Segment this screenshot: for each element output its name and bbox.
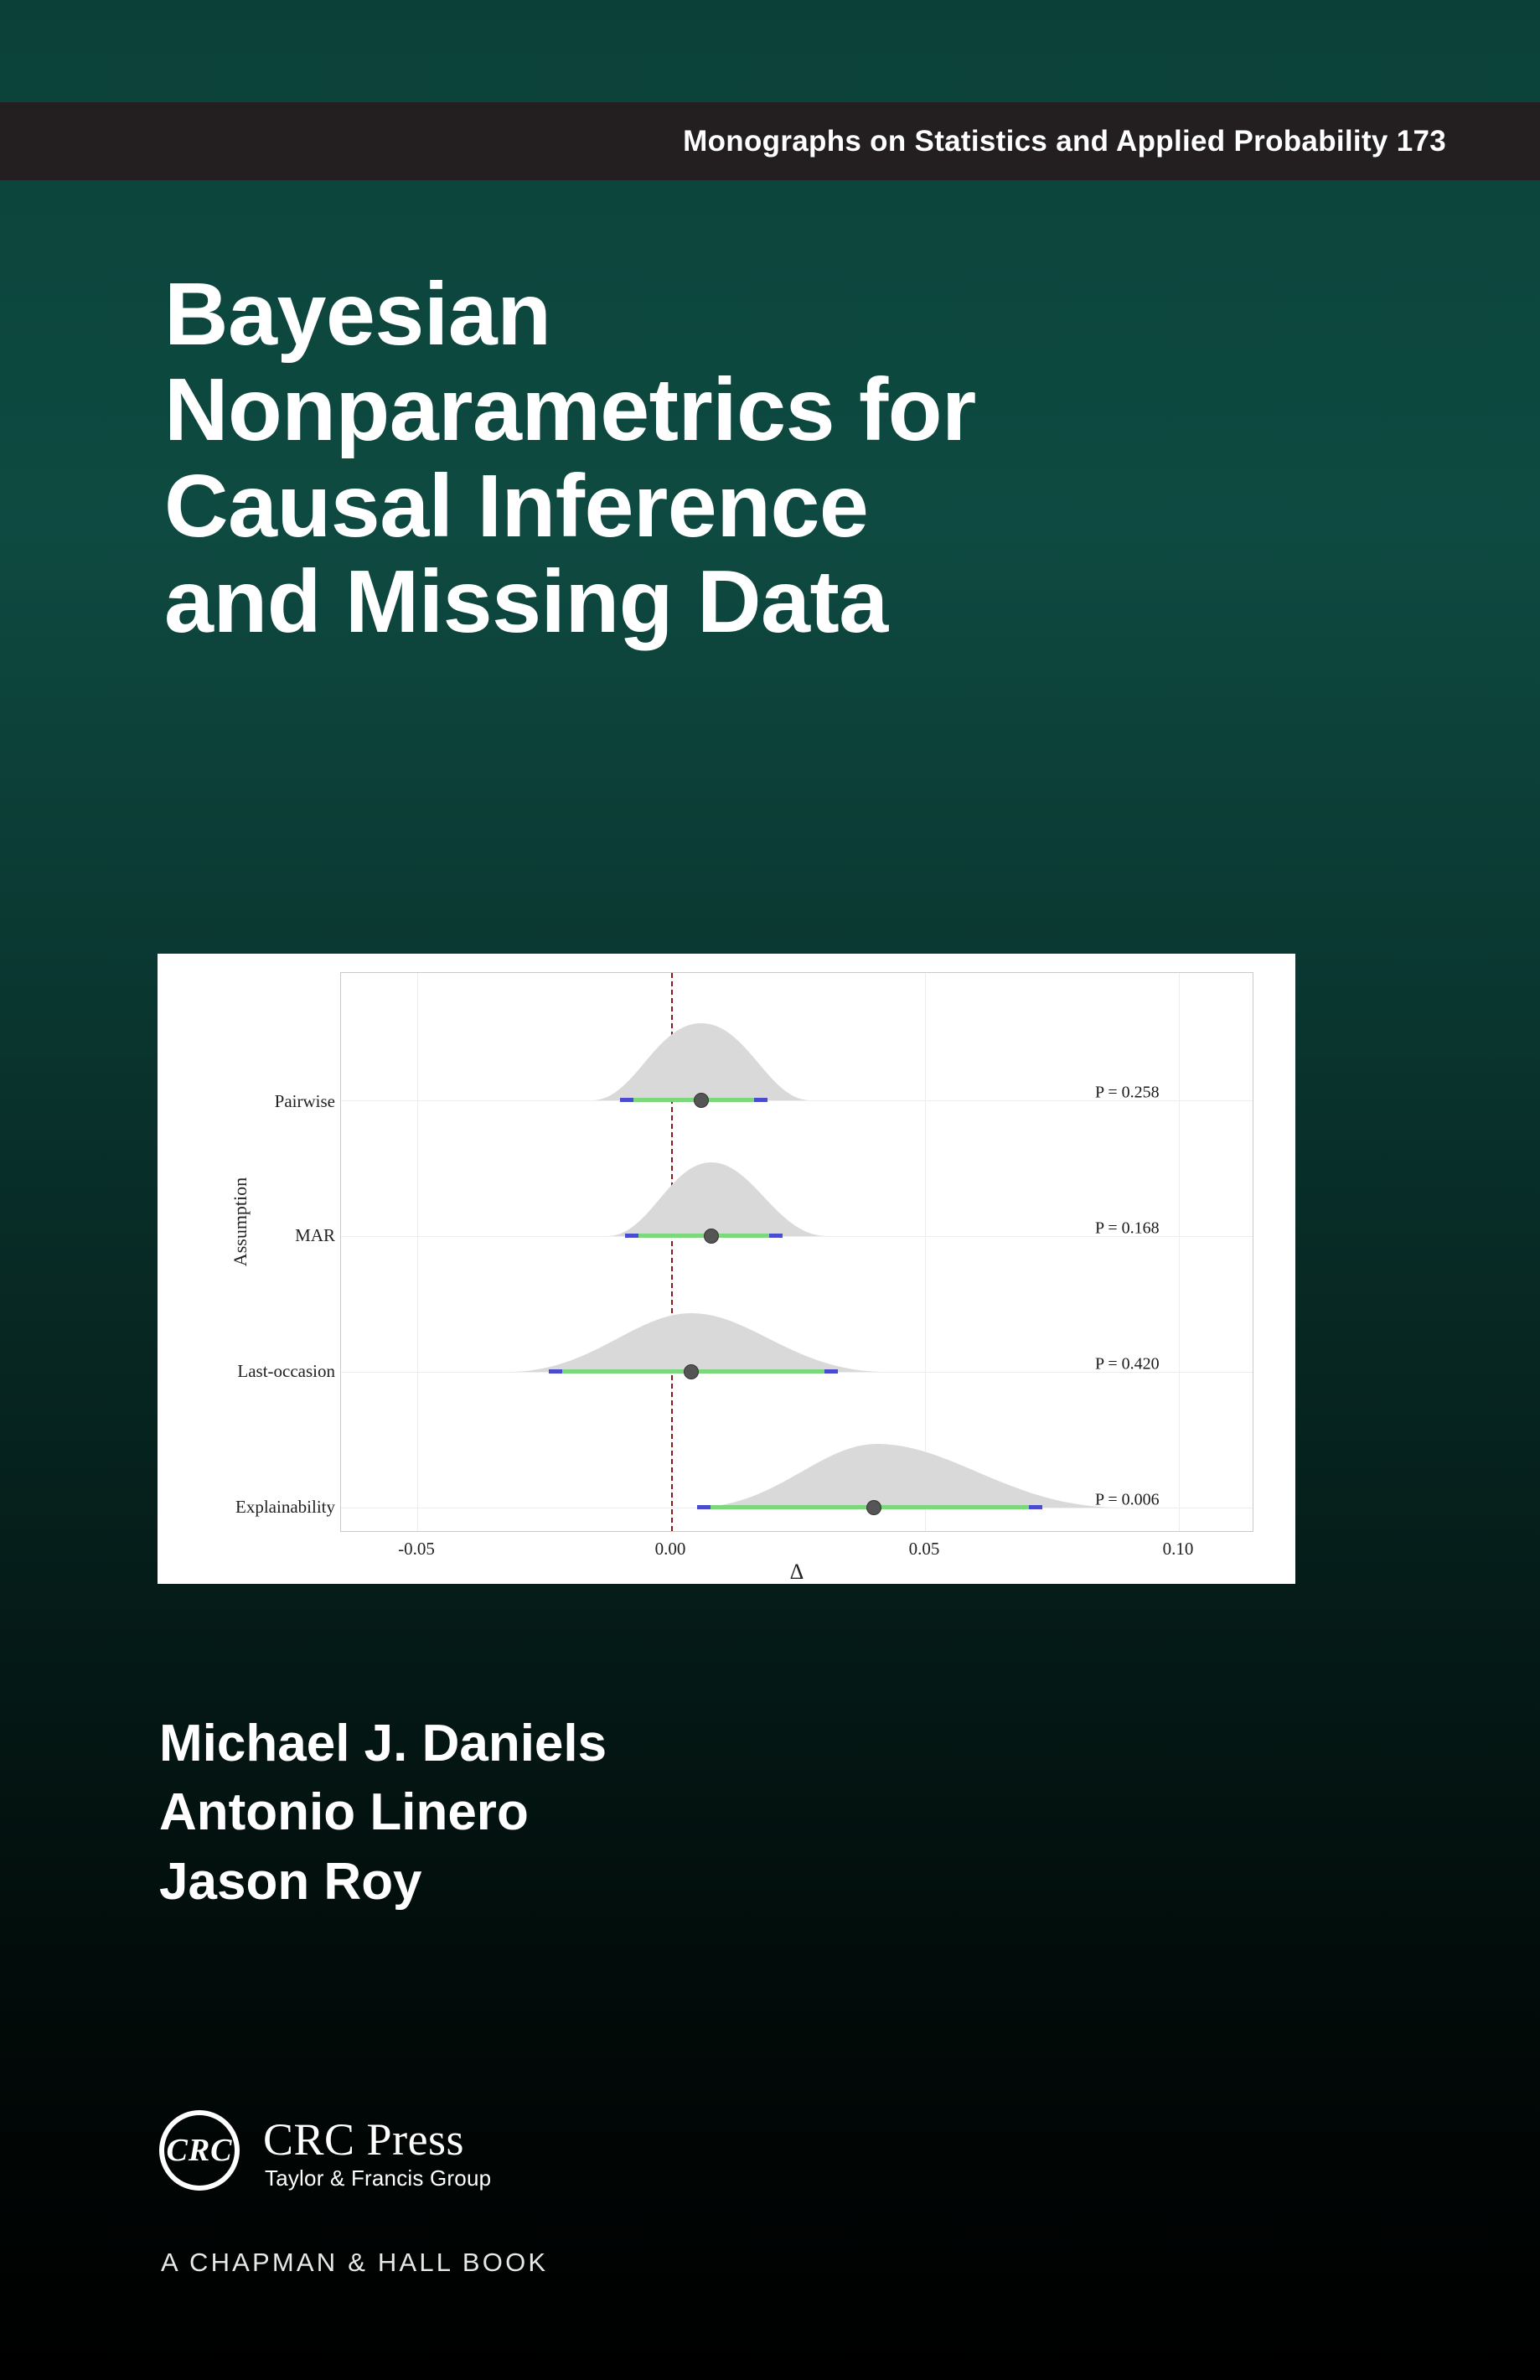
ytick-last-occasion: Last-occasion (237, 1361, 335, 1381)
title-line-4: and Missing Data (164, 552, 888, 652)
ytick-mar: MAR (295, 1225, 335, 1245)
author-list (159, 1710, 607, 1917)
xtick-1: 0.00 (654, 1539, 686, 1559)
chart-plot-area (340, 972, 1253, 1532)
ci-cap-left-explainability (697, 1505, 711, 1509)
ci-cap-right-mar (769, 1234, 783, 1238)
point-estimate-last-occasion (684, 1364, 699, 1379)
ci-cap-left-pairwise (620, 1098, 633, 1102)
density-ridges (341, 973, 1253, 1532)
author-1: Michael J. Daniels (159, 1715, 607, 1772)
title-line-3: Causal Inference (164, 456, 869, 556)
xtick-2: 0.05 (908, 1539, 940, 1559)
ci-cap-left-mar (625, 1234, 638, 1238)
publisher-name: CRC Press (263, 2114, 465, 2165)
chart-ylabel: Assumption (230, 1177, 251, 1267)
pvalue-last-occasion: P = 0.420 (1095, 1354, 1160, 1374)
publisher-tagline: A CHAPMAN & HALL BOOK (161, 2248, 549, 2277)
author-2: Antonio Linero (159, 1783, 529, 1842)
point-estimate-pairwise (694, 1093, 709, 1108)
pvalue-pairwise: P = 0.258 (1095, 1083, 1160, 1102)
title-line-2: Nonparametrics for (164, 360, 976, 460)
publisher-logo (159, 2105, 553, 2206)
series-title: Monographs on Statistics and Applied Probability 173 (683, 124, 1446, 158)
pvalue-mar: P = 0.168 (1095, 1218, 1160, 1238)
chart-ytick-group (158, 954, 340, 1584)
page-title (164, 266, 1379, 650)
xtick-3: 0.10 (1162, 1539, 1194, 1559)
density-explainability (693, 1444, 1120, 1508)
series-band (0, 102, 1540, 180)
density-pairwise (592, 1023, 810, 1100)
publisher-imprint: Taylor & Francis Group (265, 2165, 492, 2191)
ci-cap-right-explainability (1029, 1505, 1042, 1509)
density-last-occasion (509, 1313, 886, 1372)
crc-ring-icon (159, 2110, 240, 2191)
ytick-explainability: Explainability (235, 1497, 335, 1517)
crc-logo-text: CRC (166, 2133, 233, 2168)
density-mar (607, 1162, 827, 1236)
title-line-1: Bayesian (164, 265, 551, 364)
cover-figure (158, 954, 1295, 1584)
ci-cap-right-pairwise (754, 1098, 767, 1102)
chart-xlabel: Δ (789, 1560, 804, 1584)
pvalue-explainability: P = 0.006 (1095, 1490, 1160, 1509)
point-estimate-mar (704, 1229, 719, 1244)
ci-cap-right-last-occasion (824, 1369, 838, 1374)
ytick-pairwise: Pairwise (274, 1091, 335, 1111)
point-estimate-explainability (866, 1500, 881, 1515)
author-3: Jason Roy (159, 1852, 422, 1911)
ci-cap-left-last-occasion (549, 1369, 562, 1374)
xtick-0: -0.05 (398, 1539, 435, 1559)
